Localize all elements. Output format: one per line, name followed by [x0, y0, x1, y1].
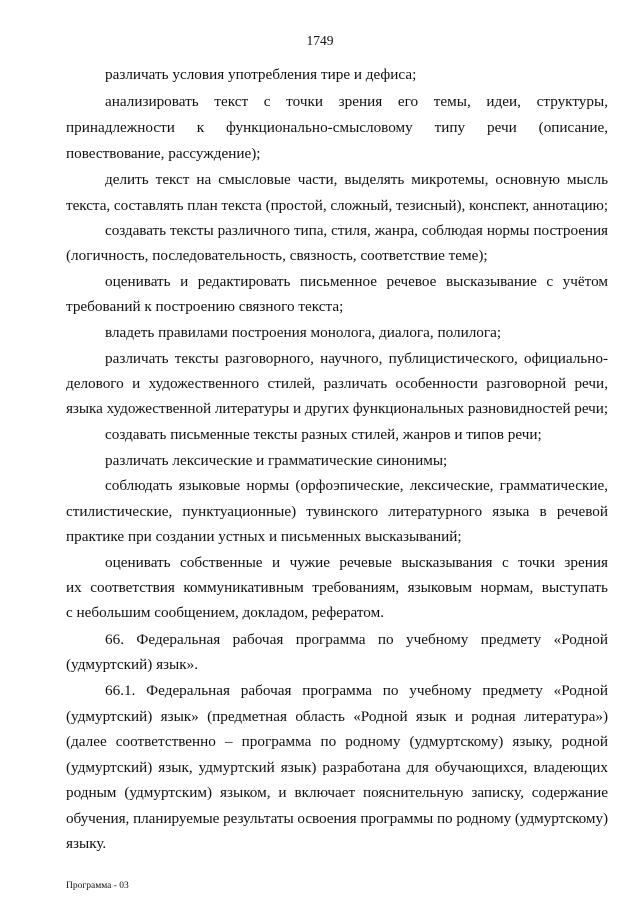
text-line: обучения, планируемые результаты освоения программы по родному (удмуртскому): [66, 810, 608, 827]
text-line: требований к построению связного текста;: [66, 298, 344, 315]
text-line: анализировать текст с точки зрения его темы, идеи, структуры,: [105, 93, 608, 110]
text-line: оценивать собственные и чужие речевые высказывания с точки зрения: [105, 554, 608, 571]
text-line: соблюдать языковые нормы (орфоэпические, лексические, грамматические,: [105, 477, 608, 494]
text-line: (логичность, последовательность, связность, соответствие теме);: [66, 247, 488, 264]
text-line: повествование, рассуждение);: [66, 145, 261, 162]
text-line: (удмуртский) язык, удмуртский язык) разработана для обучающихся, владеющих: [66, 759, 608, 776]
text-line: родным (удмуртским) языком, и включает пояснительную записку, содержание: [66, 784, 608, 801]
text-line: 66. Федеральная рабочая программа по учебному предмету «Родной: [105, 631, 608, 648]
footer-label: Программа - 03: [66, 881, 129, 891]
page-number: 1749: [306, 33, 334, 48]
text-line: оценивать и редактировать письменное речевое высказывание с учётом: [105, 273, 608, 290]
text-line: различать тексты разговорного, научного, публицистического, официально-: [105, 350, 608, 367]
text-line: различать лексические и грамматические синонимы;: [105, 452, 448, 469]
text-line: принадлежности к функционально-смысловому типу речи (описание,: [66, 119, 608, 136]
text-line: создавать тексты различного типа, стиля, жанра, соблюдая нормы построения: [105, 222, 608, 239]
text-line: стилистические, пунктуационные) тувинского литературного языка в речевой: [66, 503, 608, 520]
text-line: с небольшим сообщением, докладом, рефератом.: [66, 604, 385, 621]
text-line: языка художественной литературы и других функциональных разновидностей речи;: [66, 400, 608, 417]
text-line: делить текст на смысловые части, выделять микротемы, основную мысль: [105, 171, 608, 188]
text-line: текста, составлять план текста (простой, сложный, тезисный), конспект, аннотацию;: [66, 197, 608, 214]
text-line: владеть правилами построения монолога, диалога, полилога;: [105, 324, 502, 341]
text-line: языку.: [66, 835, 107, 852]
text-line: создавать письменные тексты разных стилей, жанров и типов речи;: [105, 426, 542, 443]
text-line: делового и художественного стилей, различать особенности разговорной речи,: [66, 375, 608, 392]
text-line: различать условия употребления тире и дефиса;: [105, 66, 417, 83]
text-line: (удмуртский) язык» (предметная область «Родной язык и родная литература»): [66, 708, 608, 725]
text-line: практике при создании устных и письменных высказываний;: [66, 528, 462, 545]
text-line: их соответствия коммуникативным требованиям, языковым нормам, выступать: [66, 579, 608, 596]
text-line: (удмуртский) язык».: [66, 656, 199, 673]
text-line: 66.1. Федеральная рабочая программа по учебному предмету «Родной: [105, 682, 608, 699]
text-line: (далее соответственно – программа по родному (удмуртскому) языку, родной: [66, 733, 608, 750]
